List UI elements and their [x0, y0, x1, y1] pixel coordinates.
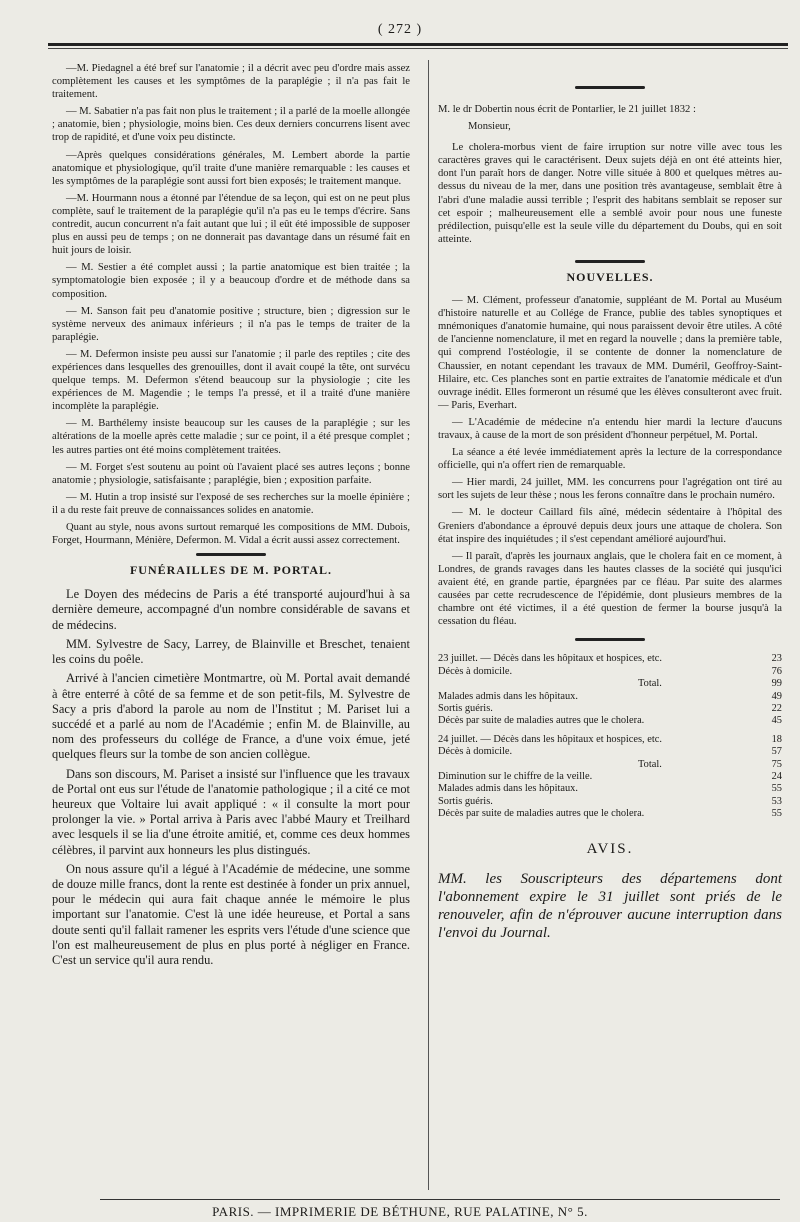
- letter-intro: M. le dr Dobertin nous écrit de Pontarlier, le 21 juillet 1832 :: [438, 104, 696, 115]
- table-row: [438, 734, 782, 746]
- paragraph: — M. Sanson fait peu d'anatomie positive ; structure, bien ; digression sur le système nerveux des animaux inférieurs ; il n'a pas le temps de traiter de la paraplégie.: [52, 305, 410, 343]
- paragraph: —Après quelques considérations générales, M. Lembert aborde la partie anatomique et physiologique, qu'il traite d'une manière remarquable : les causes et les symptômes de la paraplégie sont aussi fort bien exposés; le traitement manque.: [52, 149, 410, 187]
- row-value: 45: [771, 715, 782, 727]
- row-label: Malades admis dans les hôpitaux.: [438, 690, 578, 702]
- row-label: Diminution sur le chiffre de la veille.: [438, 770, 593, 782]
- paragraph: MM. Sylvestre de Sacy, Larrey, de Blainville et Breschet, tenaient les coins du poêle.: [52, 636, 410, 667]
- section-heading: NOUVELLES.: [566, 269, 654, 284]
- paragraph: — M. Sabatier n'a pas fait non plus le traitement ; il a parlé de la moelle allongée ; anatomie, bien ; physiologie, moins bien. Ces deux derniers concurrens lisent avec trop de rapidité, et d'une voix peu distincte.: [52, 106, 410, 144]
- table-row: [438, 666, 782, 678]
- row-label: Total.: [638, 678, 662, 690]
- paragraph: — M. Defermon insiste peu aussi sur l'anatomie ; il parle des reptiles ; cite des expériences dans lesquelles des grenouilles, dont il avait coupé la tête, ont survécu quelque temps. M. Defermon s'étend beaucoup sur la physiologie ; cite les expériences de M. Magendie ; le temps l'a pressé, et il a traité d'une manière incomplète la paraplégie.: [52, 348, 410, 413]
- row-label: Décès par suite de maladies autres que le cholera.: [438, 808, 645, 820]
- letter-salutation: Monsieur,: [468, 121, 511, 133]
- row-value: 55: [771, 783, 782, 795]
- paragraph: — M. Forget s'est soutenu au point où l'avaient placé ses autres leçons ; bonne anatomie ; physiologie, satisfaisante ; paraplégie, bien ; exposition parfaite.: [52, 461, 410, 486]
- section-separator: [575, 86, 645, 89]
- table-row: [438, 691, 782, 703]
- section-separator: [196, 553, 266, 556]
- row-value: 75: [771, 758, 782, 770]
- row-label: Sortis guéris.: [438, 795, 493, 807]
- column-divider: [428, 60, 429, 1190]
- row-value: 55: [771, 808, 782, 820]
- row-label: Décès par suite de maladies autres que le cholera.: [438, 715, 645, 727]
- mortality-table: [438, 653, 782, 820]
- table-row: [438, 808, 782, 820]
- paragraph: — M. Clément, professeur d'anatomie, suppléant de M. Portal au Muséum d'histoire naturelle et au Collége de France, publie des tables synoptiques et mnémoniques d'anatomie humaine, qui nous paraissent devoir être utiles. A côté de l'ancienne nomenclature, il met en regard la nouvelle ; dans la première table, qui comprend l'ostéologie, il se contente de donner la nomenclature de Chaussier, en notant cependant les travaux de MM. Duméril, Geoffroy-Saint-Hilaire, etc. Ces planches sont en partie extraites de l'anatomie médicale et d'un ouvrage inédit. Elles formeront un résumé que les élèves consulteront avec fruit. — Paris, Everhart.: [438, 295, 782, 411]
- paragraph: Dans son discours, M. Pariset a insisté sur l'influence que les travaux de Portal ont eus sur l'étude de l'anatomie pathologique ; il a cité ce mot heureux que Voltaire lui avait appliqué : « il consulte la mort pour prolonger la vie. » Portal arriva à Paris avec l'abbé Maury et Treilhard avec lesquels il se lia d'une étroite amitié, et, comme ces deux hommes célèbres, il parvint aux honneurs les plus distingués.: [52, 766, 410, 857]
- row-value: 76: [771, 665, 782, 677]
- paragraph: — Il paraît, d'après les journaux anglais, que le cholera fait en ce moment, à Londres, de grands ravages dans les hautes classes de la société qui jusqu'ici avaient été, en grande partie, épargnées par ce fléau. Par suite des alarmes causées par cette recrudescence de l'épidémie, dont plusieurs membres de la chambre ont été victimes, il a été question de fermer la bourse jusqu'à la cessation du fléau.: [438, 550, 782, 628]
- table-row: [438, 771, 782, 783]
- table-row: [438, 796, 782, 808]
- row-label: Sortis guéris.: [438, 702, 493, 714]
- row-label: Décès à domicile.: [438, 665, 513, 677]
- row-value: 24: [771, 770, 782, 782]
- row-label: Malades admis dans les hôpitaux.: [438, 783, 578, 795]
- left-column: [52, 62, 410, 972]
- section-separator: [575, 260, 645, 263]
- paragraph: — L'Académie de médecine n'a entendu hier mardi la lecture d'aucuns travaux, à cause de la mort de son président d'honneur perpétuel, M. Portal.: [438, 416, 782, 441]
- header-rule: [48, 43, 788, 46]
- imprint: PARIS. — IMPRIMERIE DE BÉTHUNE, RUE PALATINE, N° 5.: [212, 1204, 588, 1219]
- page-number: ( 272 ): [377, 22, 423, 37]
- row-value: 22: [771, 702, 782, 714]
- section-heading: FUNÉRAILLES DE M. PORTAL.: [129, 563, 333, 578]
- table-row: [438, 703, 782, 715]
- paragraph: — M. Barthélemy insiste beaucoup sur les causes de la paraplégie ; sur les altérations de la moelle après cette maladie ; sur ce point, il a été presque complet ; les autres parties ont été moins complètement traitées.: [52, 418, 410, 456]
- right-column: [438, 104, 782, 946]
- row-value: 57: [771, 746, 782, 758]
- letter-body: Le cholera-morbus vient de faire irruption sur notre ville avec tous les caractères graves qui le caractérisent. Deux sujets déjà en ont été atteints hier, dont l'un paraît hors de danger. Notre ville située à 800 et quelques mètres au-dessus du niveau de la mer, dans une position très avantageuse, semblait être à l'abri d'une maladie aussi terrible ; l'esprit des habitans semblait se reposer sur cet espoir ; malheureusement elle a semblé avoir pour nous une funeste prédilection, puisqu'elle est la seule ville du département du Doubs, qui en soit atteinte.: [438, 142, 782, 245]
- paragraph: —M. Hourmann nous a étonné par l'étendue de sa leçon, qui est on ne peut plus complète, sauf le traitement de la paraplégie qu'il n'a pas eu le temps d'écrire. Sans contredit, aucun concurrent n'a fait autant que lui ; il eût été impossible de supposer plus en aussi peu de temps ; on ne donnerait pas davantage dans un résumé fait en huit jours de loisir.: [52, 192, 410, 257]
- table-row: [438, 783, 782, 795]
- paragraph: — M. le docteur Caillard fils aîné, médecin sédentaire à l'hôpital des Greniers d'abondance a éprouvé depuis deux jours une attaque de cholera. Son état inspire des inquiétudes ; il s'est cependant amélioré aujourd'hui.: [438, 507, 782, 545]
- row-value: 99: [771, 678, 782, 690]
- table-row: [438, 653, 782, 665]
- row-value: 23: [771, 653, 782, 665]
- avis-text: MM. les Souscripteurs des départemens dont l'abonnement expire le 31 juillet sont priés de le renouveler, afin de n'éprouver aucune interruption dans l'envoi du Journal.: [438, 870, 782, 941]
- row-label: 23 juillet. — Décès dans les hôpitaux et hospices, etc.: [438, 653, 662, 665]
- row-value: 49: [771, 690, 782, 702]
- section-separator: [575, 638, 645, 641]
- paragraph: —M. Piedagnel a été bref sur l'anatomie ; il a décrit avec peu d'ordre mais assez complètement les causes et les symptômes de la paraplégie ; il n'a pas fait le traitement.: [52, 63, 410, 101]
- paragraph: — Hier mardi, 24 juillet, MM. les concurrens pour l'agrégation ont tiré au sort les sujets de leur thèse ; nous les ferons connaître dans le prochain numéro.: [438, 477, 782, 502]
- paragraph: Quant au style, nous avons surtout remarqué les compositions de MM. Dubois, Forget, Hourmann, Ménière, Defermon. M. Vidal a écrit aussi assez correctement.: [52, 522, 410, 547]
- row-value: 53: [771, 795, 782, 807]
- paragraph: On nous assure qu'il a légué à l'Académie de médecine, une somme de douze mille francs, dont la rente est destinée à fonder un prix annuel, pour le médecin qui aura fait chaque année le mémoire le plus important sur l'anatomie. C'est là une idée heureuse, et Portal a sans doute senti qu'il fallait ramener les esprits vers l'étude d'une science que l'on est malheureusement de plus en plus porté à négliger en France. C'est un service qu'il aura rendu.: [52, 861, 410, 967]
- table-row: [438, 746, 782, 758]
- funerailles-article: [52, 587, 410, 968]
- footer-rule: [100, 1199, 780, 1200]
- avis-heading: AVIS.: [586, 840, 634, 857]
- row-value: 18: [771, 733, 782, 745]
- row-label: 24 juillet. — Décès dans les hôpitaux et hospices, etc.: [438, 733, 662, 745]
- table-row: [438, 678, 782, 690]
- paragraph: Arrivé à l'ancien cimetière Montmartre, où M. Portal avait demandé à être enterré à côté de sa femme et de son petit-fils, M. Sylvestre de Sacy a pris d'abord la parole au nom de l'Institut ; M. Pariset lui a succédé et a parlé au nom de l'Académie ; enfin M. de Blainville, au nom des professeurs du collége de France, a d'une voix émue, jeté quelques fleurs sur la tombe de son ancien collègue.: [52, 671, 410, 762]
- paragraph: La séance a été levée immédiatement après la lecture de la correspondance officielle, qui n'a offert rien de remarquable.: [438, 447, 782, 472]
- paragraph: Le Doyen des médecins de Paris a été transporté aujourd'hui à sa dernière demeure, accompagné d'un nombre considérable de savans et de médecins.: [52, 587, 410, 632]
- row-label: Décès à domicile.: [438, 746, 513, 758]
- row-label: Total.: [638, 758, 662, 770]
- header-rule-thin: [48, 48, 788, 49]
- table-row: [438, 759, 782, 771]
- table-row: [438, 715, 782, 727]
- paragraph: — M. Sestier a été complet aussi ; la partie anatomique est bien traitée ; la symptomatologie bien exposée ; il y a beaucoup d'ordre et de méthode dans sa composition.: [52, 262, 410, 300]
- paragraph: — M. Hutin a trop insisté sur l'exposé de ses recherches sur la moelle épinière ; il a du reste fait preuve de connaissances solides en anatomie.: [52, 491, 410, 516]
